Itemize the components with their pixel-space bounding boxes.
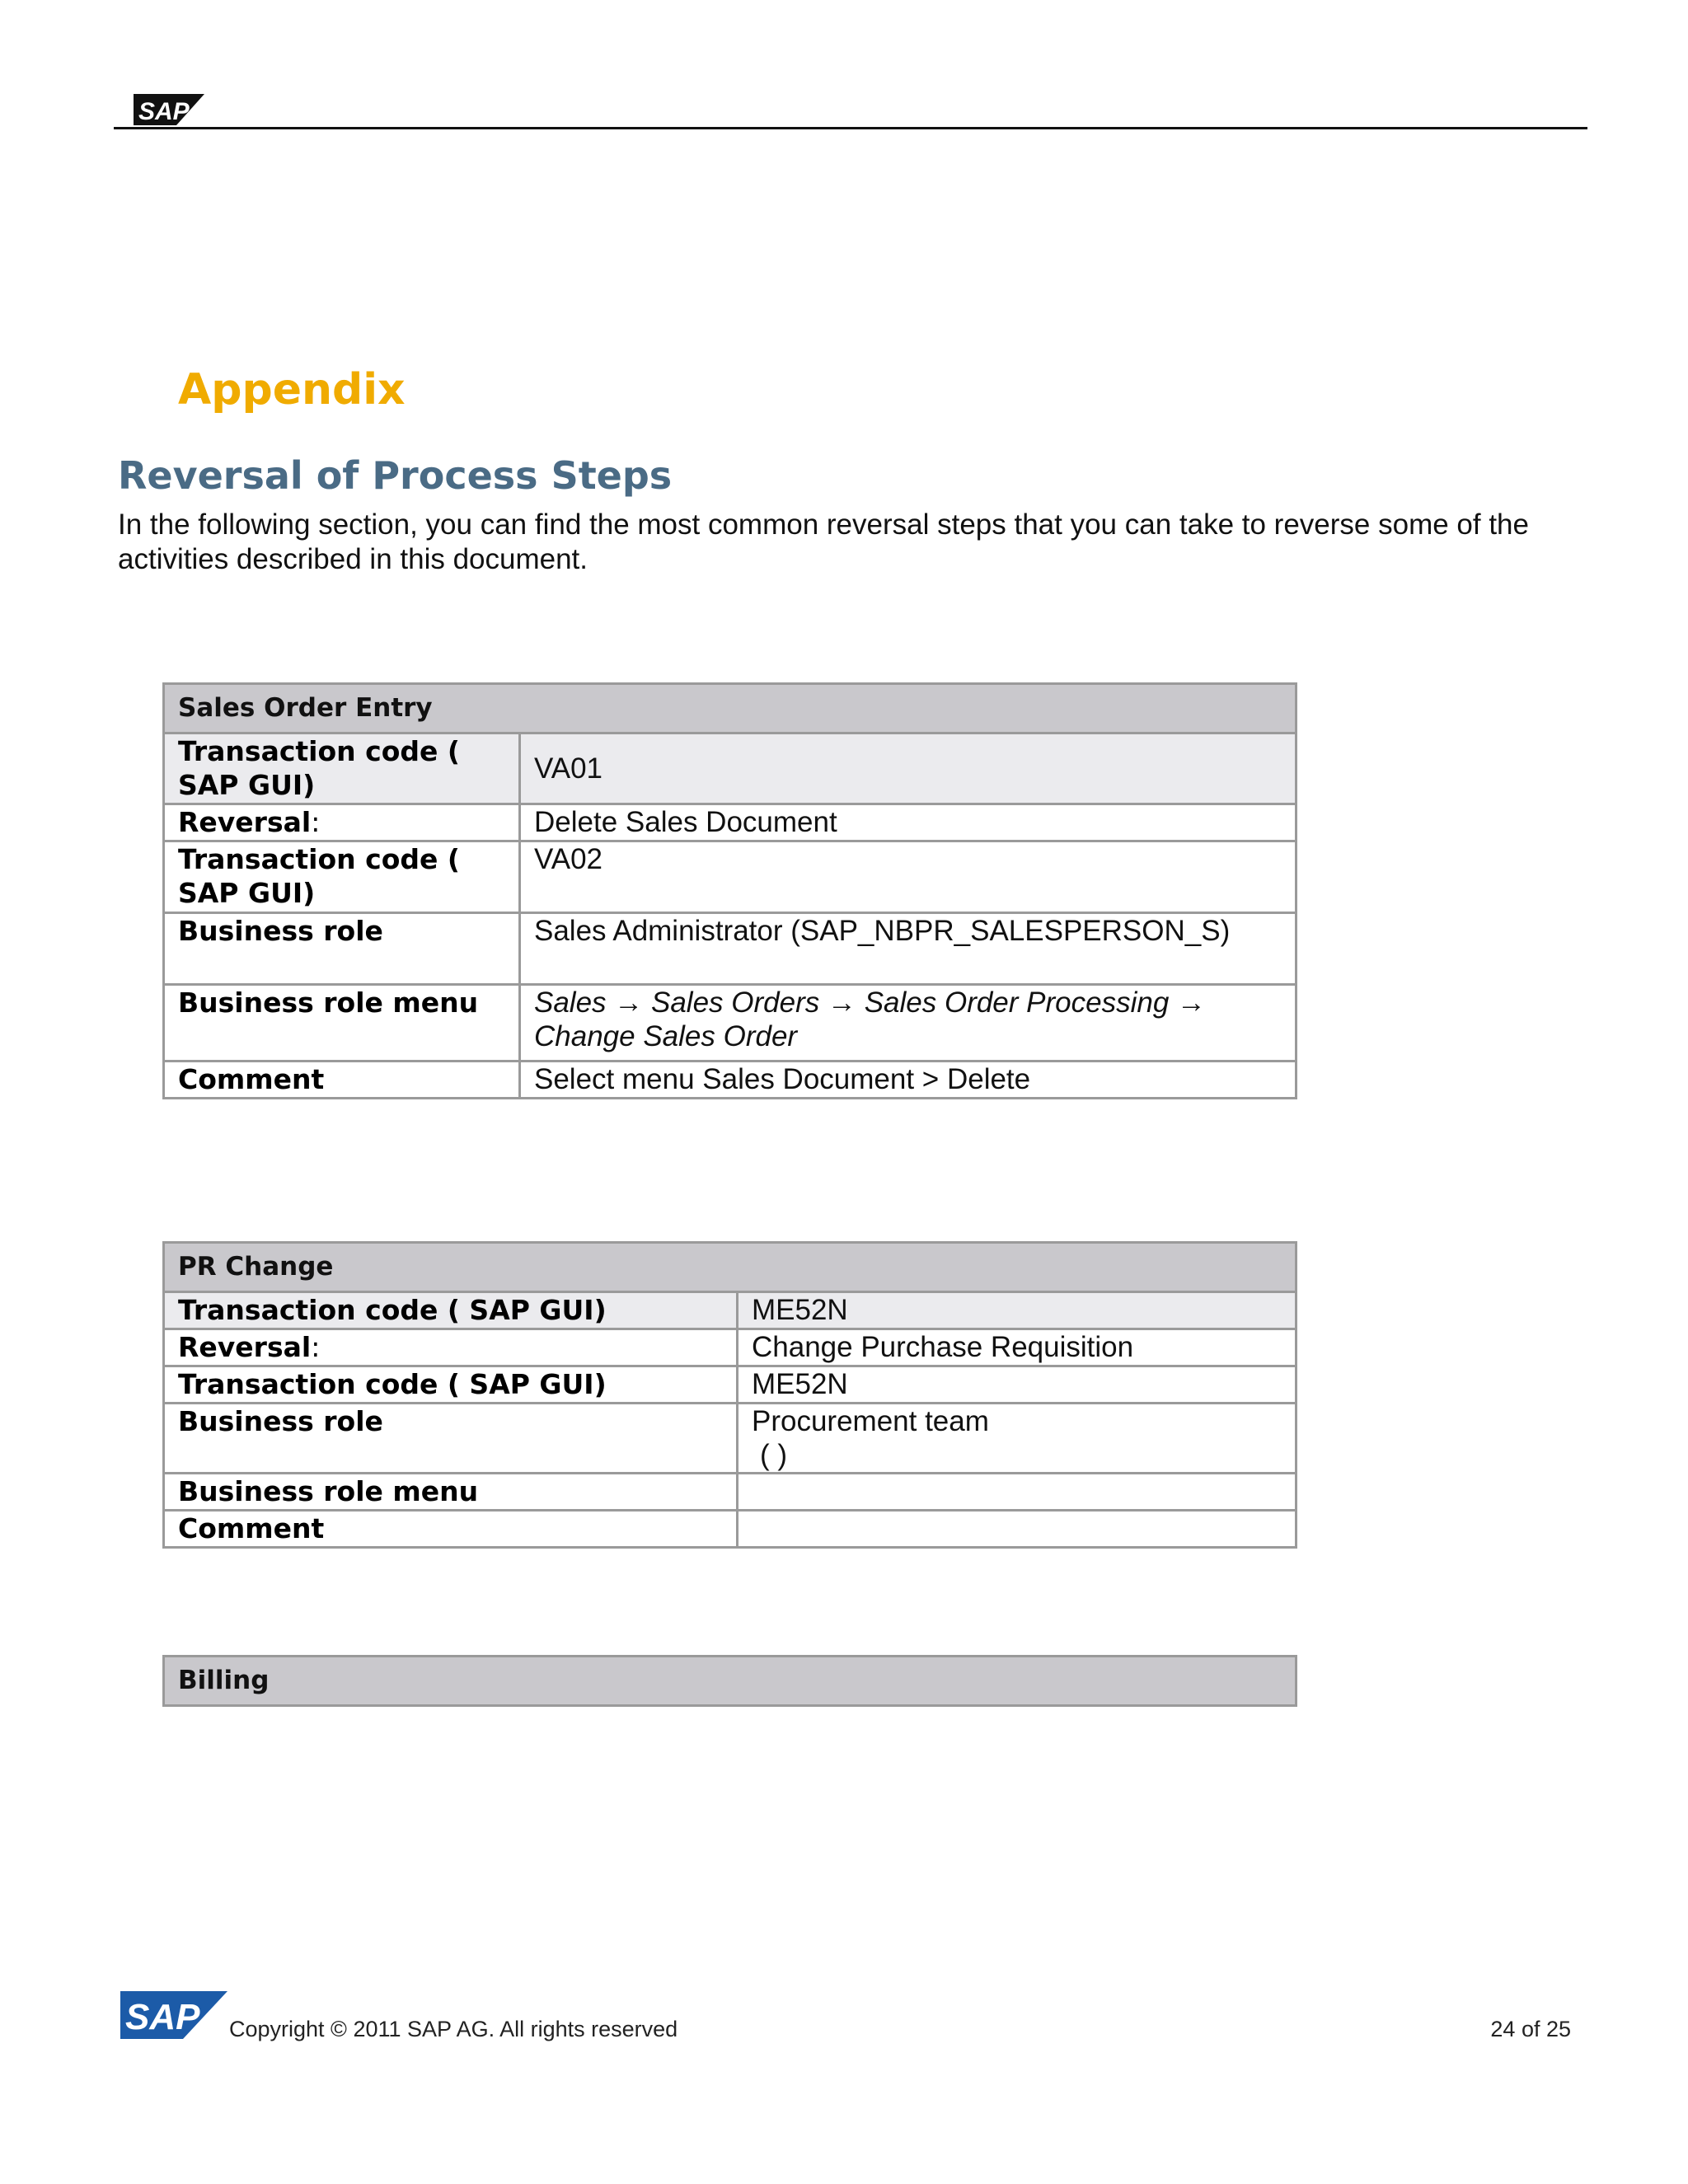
section-title: Reversal of Process Steps [118,453,673,498]
footer-page-number: 24 of 25 [1490,2017,1571,2041]
row-value-line: ( ) [760,1439,788,1471]
row-value-menu-path: Sales → Sales Orders → Sales Order Processing → Change Sales Order [520,985,1296,1062]
table-row [164,1404,1296,1474]
row-label: Comment [164,1062,520,1099]
table-row [164,985,1296,1062]
row-label: Transaction code ( SAP GUI) [164,1366,738,1404]
table-row [164,1329,1296,1366]
pr-change-table [162,1241,1297,1549]
header-rule [114,127,1587,129]
row-value [738,1511,1296,1548]
billing-table [162,1655,1297,1707]
table-row [164,733,1296,804]
table-row [164,1511,1296,1548]
row-label: Business role [164,913,520,985]
row-value [738,1474,1296,1511]
row-label: Transaction code ( SAP GUI) [164,733,520,804]
row-label: Business role menu [164,985,520,1062]
svg-text:SAP: SAP [138,98,190,125]
row-label: Reversal: [164,1329,738,1366]
table-caption: Sales Order Entry [164,684,1296,733]
table-row [164,1474,1296,1511]
table-row [164,804,1296,841]
row-label: Transaction code ( SAP GUI) [164,1292,738,1329]
row-label: Business role [164,1404,738,1474]
sap-logo-icon [120,1988,234,2042]
footer-copyright: Copyright © 2011 SAP AG. All rights reserved [229,2017,678,2041]
table-row [164,841,1296,913]
row-value: Change Purchase Requisition [738,1329,1296,1366]
table-row [164,913,1296,985]
table-row [164,1292,1296,1329]
row-label: Transaction code ( SAP GUI) [164,841,520,913]
row-value-line: Procurement team [752,1405,989,1437]
row-label: Business role menu [164,1474,738,1511]
row-value: ME52N [738,1292,1296,1329]
row-label: Comment [164,1511,738,1548]
row-value [738,1404,1296,1474]
appendix-title: Appendix [178,365,406,415]
row-value: Delete Sales Document [520,804,1296,841]
row-value: ME52N [738,1366,1296,1404]
sap-logo-icon [134,91,209,129]
row-value: VA01 [520,733,1296,804]
intro-paragraph: In the following section, you can find the most common reversal steps that you can take to reverse some of the activities described in this document. [118,509,1529,575]
table-caption: Billing [164,1657,1296,1706]
row-value: Select menu Sales Document > Delete [520,1062,1296,1099]
sales-order-entry-table [162,682,1297,1099]
table-row [164,1062,1296,1099]
row-value: VA02 [520,841,1296,913]
svg-text:SAP: SAP [125,1997,200,2037]
table-row [164,1366,1296,1404]
table-caption: PR Change [164,1243,1296,1292]
row-value: Sales Administrator (SAP_NBPR_SALESPERSON_S) [520,913,1296,985]
row-label: Reversal: [164,804,520,841]
